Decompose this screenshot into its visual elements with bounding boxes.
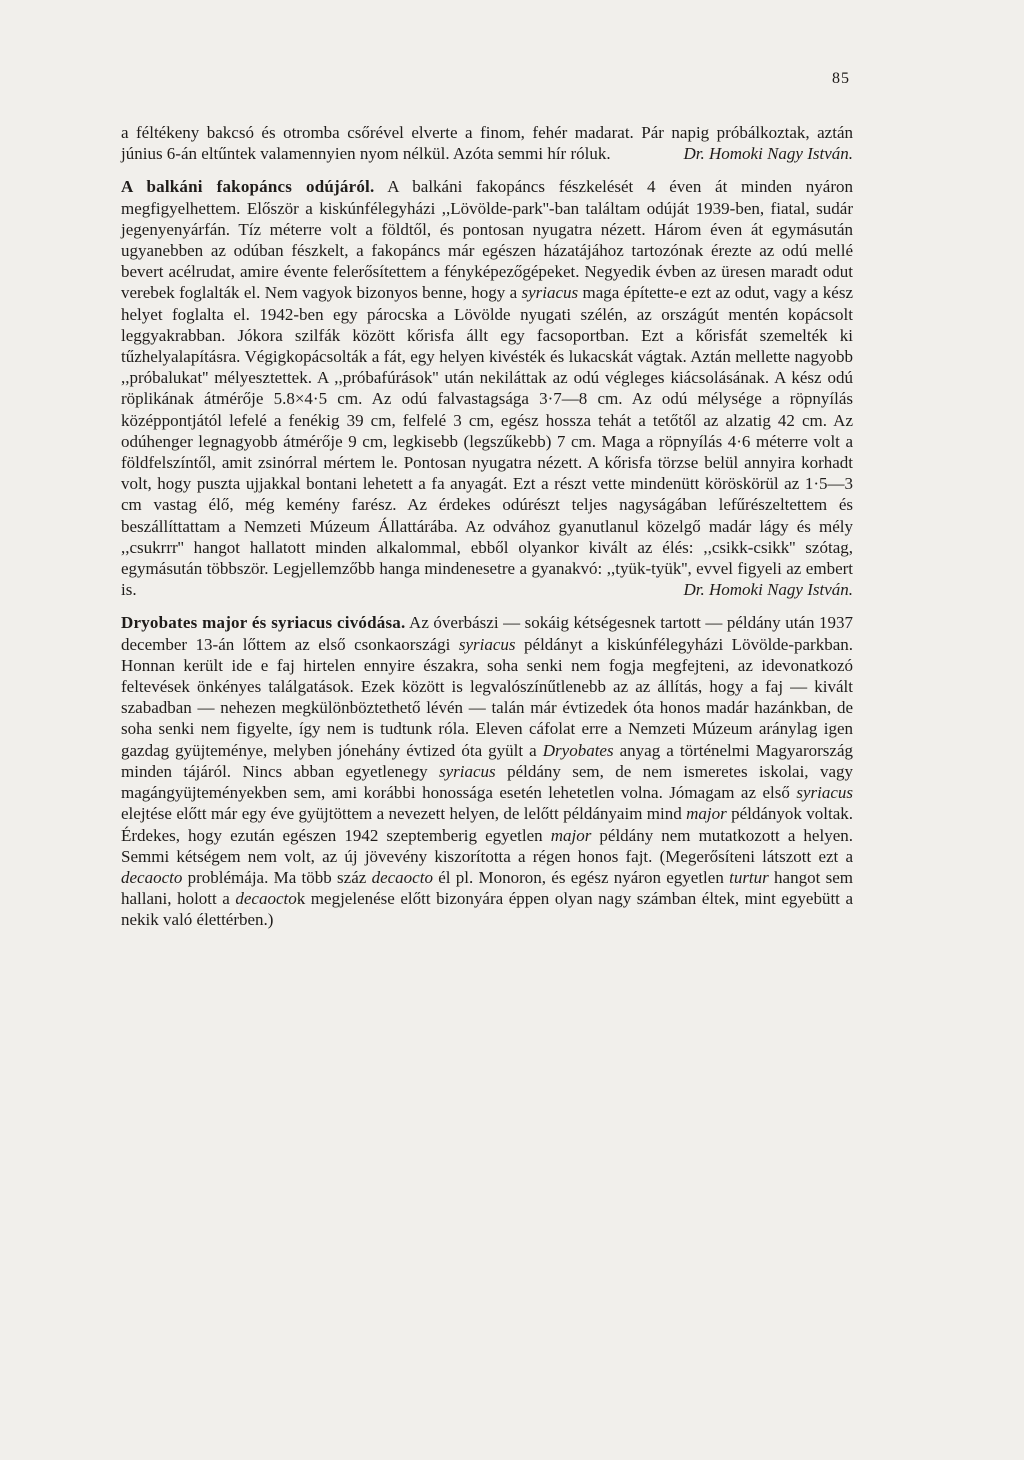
italic-term: decaocto (235, 889, 297, 909)
paragraph-intro (121, 122, 853, 164)
italic-term: syriacus (458, 634, 516, 654)
italic-term: major (686, 804, 727, 824)
text-run: példány nem mutatkozott a helyen. Semmi kétségem nem volt, az új jövevény kiszorította a régen honos fajt. (Megerősíteni látszott ezt a (121, 825, 853, 866)
text-run: problémája. Ma több száz (182, 867, 372, 887)
author-signature: Dr. Homoki Nagy István. (683, 144, 853, 164)
text-run: példány sem, de nem ismeretes iskolai, vagy magángyüjteményekben sem, ami korábbi honossága esetén lehetetlen volna. Jómagam az első (121, 761, 853, 803)
italic-term: major (550, 825, 592, 845)
paragraph-dryobates-civodas (121, 612, 853, 930)
text-run: példányt a kiskúnfélegyházi Lövölde-parkban. Honnan került ide e faj hirtelen ennyire északra, soha senki nem fogja megfejteni, az idevonatkozó feltevések önkényes találgatások. Ezek között is legvalószínűtlenebb az az állítás, hogy a faj — kivált szabadban — nehezen megkülönböztethető lévén — talán már évtizedek óta honos madár hazánkban, de soha senki nem figyelte, így nem is tudtunk róla. Eleven cáfolat erre a Nemzeti Múzeum aránylag igen gazdag gyüjteménye, melyben jónehány évtized óta gyült a (121, 634, 853, 760)
paragraph-heading: A balkáni fakopáncs odújáról. (121, 177, 375, 197)
italic-term: decaocto (121, 867, 183, 887)
italic-term: syriacus (521, 283, 579, 303)
page-number: 85 (832, 70, 850, 87)
text-run: A balkáni fakopáncs fészkelését 4 éven át minden nyáron megfigyelhettem. Először a kiskúnfélegyházi ,,Lövölde-park''-ban találtam odúját 1939-ben, fiatal, sudár jegenyenyárfán. Tíz méterre volt a földtől, és pontosan nyugatra nézett. Három éven át egymásután ugyanebben az odúban fészkelt, a fakopáncs már egészen házatájához tartozónak érezte az odú mellé bevert acélrudat, amire évente felerősítettem a fényképezőgépeket. Negyedik évben az üresen maradt odut verebek foglalták el. Nem vagyok bizonyos benne, hogy a (121, 177, 853, 303)
italic-term: decaocto (371, 867, 433, 887)
text-run: elejtése előtt már egy éve gyüjtöttem a nevezett helyen, de lelőtt példányaim mind (121, 804, 687, 824)
author-signature: Dr. Homoki Nagy István. (683, 580, 853, 600)
paragraph-heading: Dryobates major és syriacus civódása. (121, 613, 406, 633)
text-run: k megjelenése előtt bizonyára éppen olyan nagy számban éltek, mint egyebütt a nekik való élettérben.) (121, 889, 853, 930)
text-run: példányok voltak. Érdekes, hogy ezután egészen 1942 szeptemberig egyetlen (121, 804, 853, 845)
text-column (121, 122, 853, 931)
text-run: él pl. Monoron, és egész nyáron egyetlen (432, 867, 730, 887)
text-run: anyag a történelmi Magyarország minden tájáról. Nincs abban egyetlenegy (121, 740, 853, 781)
italic-term: Dryobates (542, 740, 614, 760)
text-run: Az óverbászi — sokáig kétségesnek tartott — példány után 1937 december 13-án lőttem az első csonkaországi (121, 613, 853, 654)
text-run: a féltékeny bakcsó és otromba csőrével elverte a finom, fehér madarat. Pár napig próbálkoztak, aztán június 6-án eltűntek valamennyien nyom nélkül. Azóta semmi hír róluk. (121, 123, 853, 164)
text-run: hangot sem hallani, holott a (121, 867, 853, 909)
text-run: maga építette-e ezt az odut, vagy a kész helyet foglalta el. 1942-ben egy párocska a Lövölde nyugati szélén, az országút mentén kopácsolt leggyakrabban. Jókora szilfák között kőrisfa állt egy facsoportban. Ezt a kőrisfát szemelték ki tűzhelyalapításra. Végigkopácsolták a fát, egy helyen kivésték és lukacskát vágtak. Aztán mellette nagyobb ,,próbalukat'' mélyesztettek. A ,,próbafúrások'' után nekiláttak az odú végleges kiácsolásának. A kész odú röplikának átmérője 5.8×4·5 cm. Az odú falvastagsága 3·7—8 cm. Az odú mélysége a röpnyílás középpontjától lefelé a fenékig 39 cm, felfelé 3 cm, egész hossza tehát a tetőtől az alzatig 42 cm. Az odúhenger legnagyobb átmérője 9 cm, legkisebb (legszűkebb) 7 cm. Maga a röpnyílás 4·6 méterre volt a földfelszíntől, amit zsinórral mértem le. Pontosan nyugatra nézett. A kőrisfa törzse belül annyira korhadt volt, hogy puszta ujjakkal bontani lehetett a fa anyagát. Ezt a részt vette mindenütt köröskörül az 1·5—3 cm vastag élő, még kemény farész. Az érdekes odúrészt teljes nagyságában lefűrészeltettem és beszállíttattam a Nemzeti Múzeum Állattárába. Az odvához gyanutlanul közelgő madár lágy és mély ,,csukrrr'' hangot hallatott minden alkalommal, ebből olyankor kivált az élés: ,,csikk-csikk'' szótag, egymásután többször. Legjellemzőbb hanga mindenesetre a gyanakvó: ,,tyük-tyük'', evvel figyeli az embert is. (121, 283, 853, 600)
paragraph-balkani-fakopancs (121, 176, 853, 600)
italic-term: turtur (729, 867, 769, 887)
italic-term: syriacus (796, 783, 853, 803)
italic-term: syriacus (439, 761, 496, 781)
